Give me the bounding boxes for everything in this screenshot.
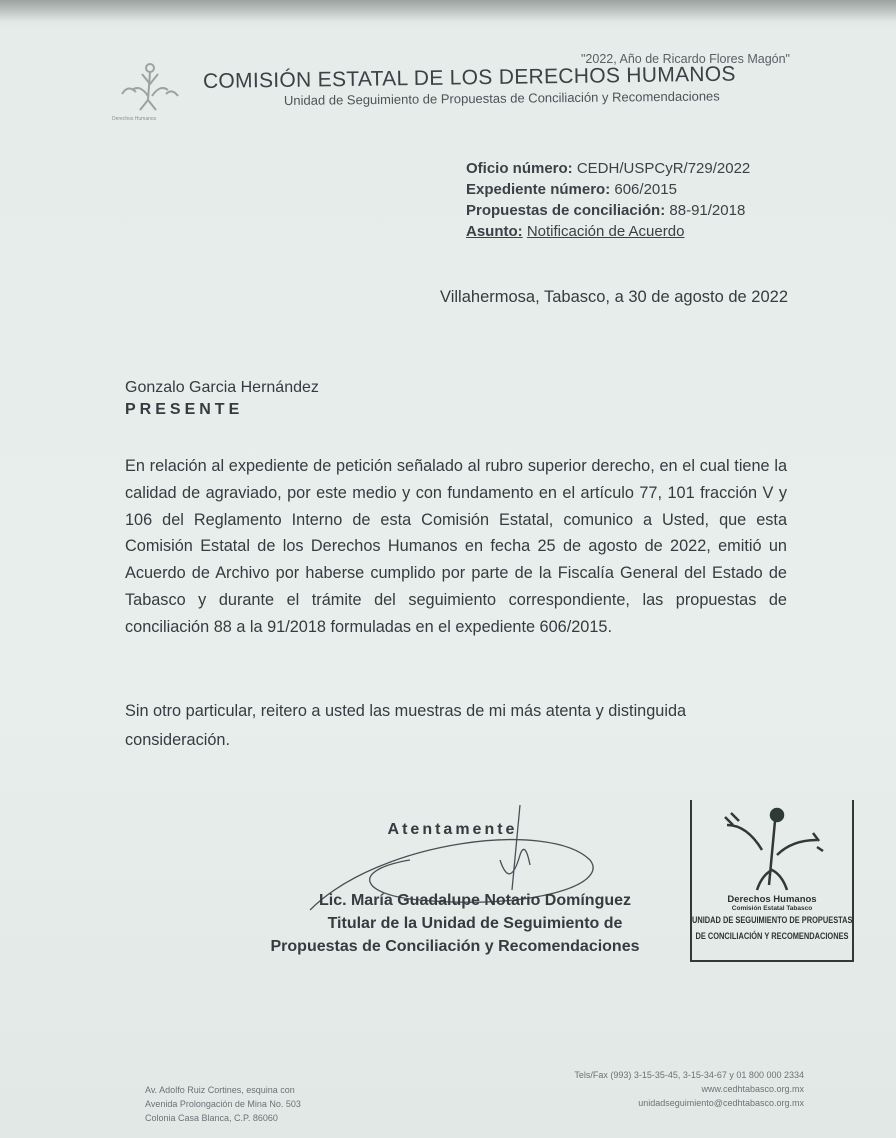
signer-title-1: Titular de la Unidad de Seguimiento de — [327, 915, 623, 932]
logo-caption: Derechos Humanos — [112, 116, 157, 122]
signature-block — [240, 818, 670, 958]
footer-address: Av. Adolfo Ruiz Cortines, esquina con Avenida Prolongación de Mina No. 503 Colonia Casa Blanca, C.P. 86060 — [145, 1085, 301, 1123]
signer-title-2: Propuestas de Conciliación y Recomendaciones — [270, 938, 640, 955]
ref-asunto: Asunto: Notificación de Acuerdo — [466, 223, 685, 240]
stamp-line-2: DE CONCILIACIÓN Y RECOMENDACIONES — [695, 931, 849, 941]
footer-contact — [574, 1068, 804, 1110]
institution-title: COMISIÓN ESTATAL DE LOS DERECHOS HUMANOS — [202, 62, 736, 93]
body-paragraph: En relación al expediente de petición señalado al rubro superior derecho, en el cual tiene la calidad de agraviado, por este medio y con fundamento en el artículo 77, 101 fracción V y 106 del Reglamento Interno de esta Comisión Estatal, comunico a Usted, que esta Comisión Estatal de los Derechos Humanos en fecha 25 de agosto de 2022, emitió un Acuerdo de Archivo por haberse cumplido por parte de la Fiscalía General del Estado de Tabasco y durante el trámite del seguimiento correspondiente, las propuestas de conciliación 88 a la 91/2018 formuladas en el expediente 606/2015. — [125, 457, 787, 636]
unit-subtitle: Unidad de Seguimiento de Propuestas de Conciliación y Recomendaciones — [283, 88, 720, 108]
recipient-block — [125, 377, 319, 421]
stamp-sub: Comisión Estatal Tabasco — [731, 905, 813, 912]
farewell: Atentamente — [387, 821, 518, 838]
signer-name: Lic. María Guadalupe Notario Domínguez — [318, 892, 632, 909]
official-stamp — [690, 800, 854, 962]
year-motto: "2022, Año de Ricardo Flores Magón" — [581, 52, 790, 66]
stamp-line-1: UNIDAD DE SEGUIMIENTO DE PROPUESTAS — [692, 915, 853, 925]
cedh-logo-icon — [112, 60, 192, 122]
ref-expediente: Expediente número: 606/2015 — [466, 181, 677, 198]
stamp-org: Derechos Humanos — [727, 894, 817, 905]
recipient-name: Gonzalo Garcia Hernández — [125, 379, 319, 396]
ref-oficio: Oficio número: CEDH/USPCyR/729/2022 — [466, 160, 751, 177]
footer-web[interactable]: www.cedhtabasco.org.mx — [701, 1084, 804, 1094]
recipient-greeting: PRESENTE — [125, 401, 244, 418]
ref-propuestas: Propuestas de conciliación: 88-91/2018 — [466, 202, 746, 219]
hands-emblem-icon — [717, 805, 827, 895]
footer-email[interactable]: unidadseguimiento@cedhtabasco.org.mx — [638, 1098, 804, 1108]
date-line: Villahermosa, Tabasco, a 30 de agosto de 2022 — [440, 288, 788, 306]
closing-paragraph: Sin otro particular, reitero a usted las muestras de mi más atenta y distinguida consideración. — [125, 702, 687, 749]
page-edge-shadow — [0, 0, 896, 22]
footer-phones: Tels/Fax (993) 3-15-35-45, 3-15-34-67 y 01 800 000 2334 — [574, 1070, 804, 1080]
reference-block — [466, 158, 750, 242]
